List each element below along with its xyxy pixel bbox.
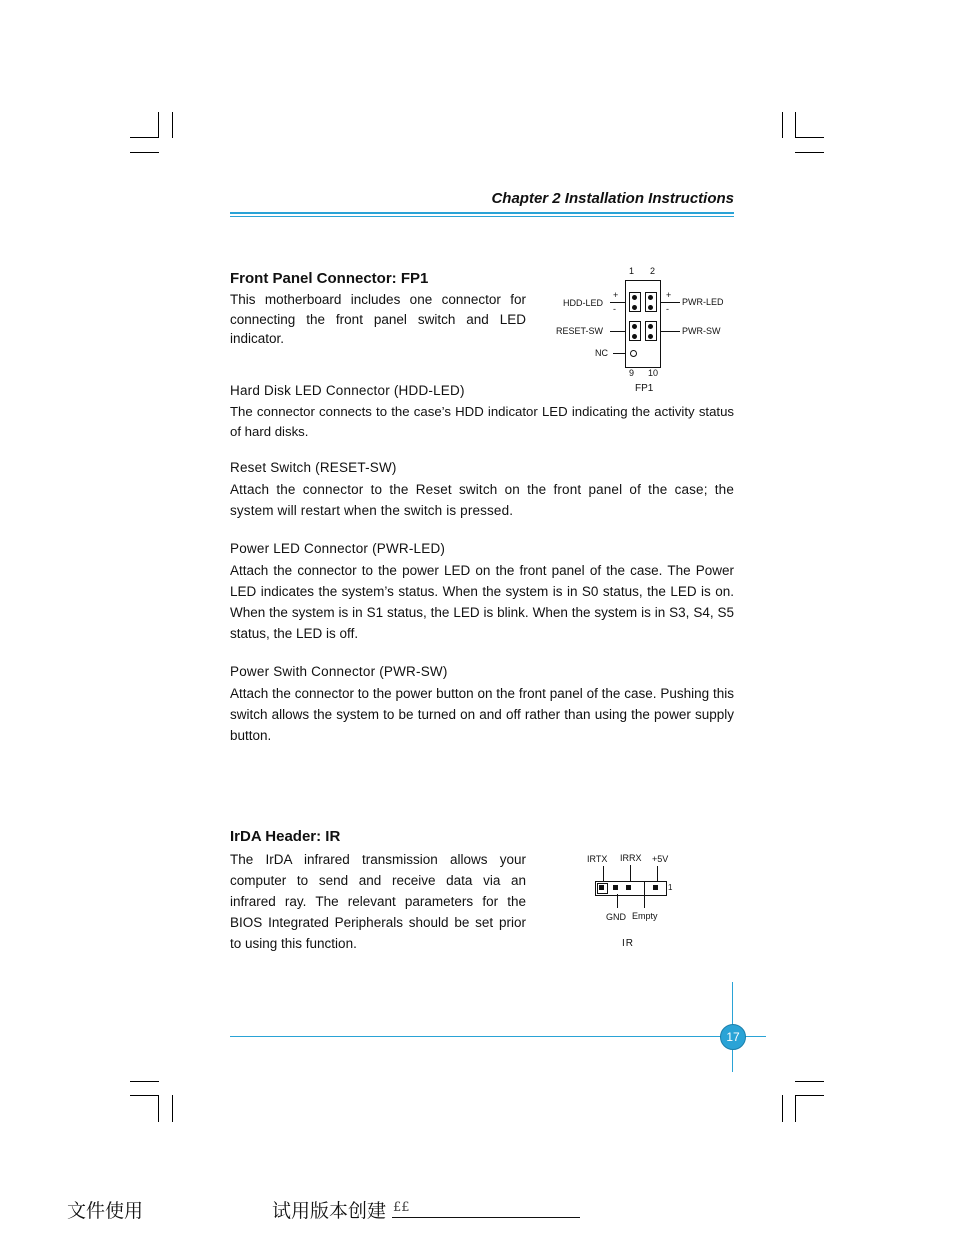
fp1-title: Front Panel Connector: FP1 xyxy=(230,270,429,287)
pin-label-1: 1 xyxy=(629,266,635,276)
pwr-led-heading: Power LED Connector (PWR-LED) xyxy=(230,541,446,556)
hdd-led-heading: Hard Disk LED Connector (HDD-LED) xyxy=(230,383,465,398)
fp1-caption: FP1 xyxy=(635,383,654,394)
pin-label-2: 2 xyxy=(650,266,656,276)
pin-label-10: 10 xyxy=(648,368,659,378)
reset-sw-heading: Reset Switch (RESET-SW) xyxy=(230,460,397,475)
irrx-label: IRRX xyxy=(620,853,642,863)
footer-underline xyxy=(392,1217,580,1218)
nc-pin xyxy=(630,350,637,357)
pwr-sw-description: Attach the connector to the power button on the front panel of the case. Pushing this switch allows the system to be turned on and off rather than using the power supply button. xyxy=(230,686,734,743)
pwr-sw-label: PWR-SW xyxy=(682,326,721,336)
gnd-label: GND xyxy=(606,912,626,922)
hdd-minus: - xyxy=(613,304,616,314)
chapter-title: Chapter 2 Installation Instructions xyxy=(491,190,734,207)
irda-title: IrDA Header: IR xyxy=(230,828,341,845)
page-number-badge xyxy=(720,1024,746,1050)
irtx-label: IRTX xyxy=(587,854,608,864)
hdd-led-label: HDD-LED xyxy=(563,298,604,308)
header-rule-bottom xyxy=(230,216,734,217)
page-number: 17 xyxy=(726,1030,740,1044)
irda-description: The IrDA infrared transmission allows your computer to send and receive data via an infrared ray. The relevant parameters for the BIOS Integrated Peripherals should be set prior to using this function. xyxy=(230,852,526,951)
hdd-plus: + xyxy=(613,290,619,300)
hdd-led-description: The connector connects to the case’s HDD indicator LED indicating the activity status of hard disks. xyxy=(230,404,734,439)
ir-pin1-label: 1 xyxy=(668,883,673,892)
pwr-sw-heading: Power Swith Connector (PWR-SW) xyxy=(230,664,448,679)
pwr-led-label: PWR-LED xyxy=(682,297,724,307)
pwr-led-plus: + xyxy=(666,290,672,300)
plus5v-label: +5V xyxy=(652,854,669,864)
pin-label-9: 9 xyxy=(629,368,635,378)
footer-rule xyxy=(230,1036,766,1037)
footer-trailing-mark: ££ xyxy=(393,1200,410,1215)
fp1-intro: This motherboard includes one connector for connecting the front panel switch and LED indicator. xyxy=(230,292,526,346)
reset-sw-label: RESET-SW xyxy=(556,326,604,336)
footer-cn-right: 试用版本创建 xyxy=(272,1200,387,1222)
ir-caption: IR xyxy=(622,938,634,949)
footer-cn-left: 文件使用 xyxy=(67,1200,144,1222)
pwr-led-description: Attach the connector to the power LED on the front panel of the case. The Power LED indicates the system’s status. When the system is in S0 status, the LED is on. When the system is in S1 status, the LED is blink. When the system is in S3, S4, S5 status, the LED is off. xyxy=(230,563,734,641)
empty-label: Empty xyxy=(632,911,658,921)
reset-sw-description: Attach the connector to the Reset switch on the front panel of the case; the system will restart when the switch is pressed. xyxy=(230,482,734,518)
pwr-led-minus: - xyxy=(666,304,669,314)
header-rule-top xyxy=(230,212,734,214)
nc-label: NC xyxy=(595,348,608,358)
